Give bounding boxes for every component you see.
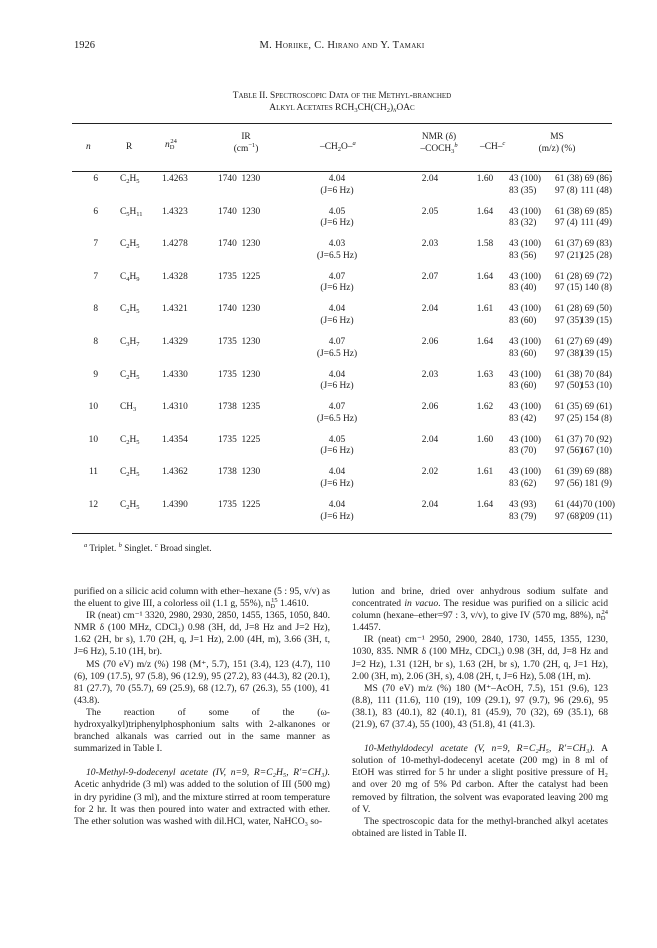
cell-ms: 61 (44) [555, 500, 583, 510]
cell-ms: 97 (35) [555, 315, 583, 326]
cell-nd: 1.4390 [162, 500, 188, 510]
cell-nd: 1.4263 [162, 174, 188, 184]
paragraph-ms: MS (70 eV) m/z (%) 198 (M⁺, 5.7), 151 (3.4), 123 (4.7), 110 (6), 109 (17.5), 97 (5.8), 96 (12.9), 95 (27.2), 83 (44.3), 82 (20.1), 81 (27.7), 70 (55.7), 69 (25.9), 68 (12.7), 67 (26.3), 55 (100), 41 (43.8). [74, 658, 330, 706]
cell-ms: 69 (86) [584, 174, 612, 184]
cell-ms: 43 (100) [509, 206, 542, 217]
col-n: n [86, 142, 91, 152]
col-ms: MS (m/z) (%) [538, 132, 576, 154]
cell-coch3: 2.05 [421, 206, 439, 217]
table-caption-line2: Alkyl Acetates $RCH_3CH(CH_2)_nOAc$ [269, 103, 415, 114]
cell-ms: 61 (28) [555, 271, 583, 282]
cell-ch2o: 4.03 [328, 239, 346, 250]
col-nmr: NMR (δ) $-COCH_3^b$ [420, 132, 458, 155]
cell-ms: 61 (39) [555, 467, 583, 478]
cell-ms: 97 (56) [555, 478, 583, 489]
cell-ms: 61 (28) [555, 304, 583, 315]
cell-ms: 43 (100) [509, 239, 542, 250]
cell-j: (J=6 Hz) [320, 478, 354, 489]
right-text-column [352, 586, 608, 840]
cell-ch: 1.61 [476, 304, 494, 315]
cell-ms: 97 (68) [555, 511, 583, 522]
cell-nd: 1.4328 [162, 271, 188, 282]
cell-ms: 125 (28) [579, 250, 612, 261]
cell-r: $CH_3$ [120, 402, 137, 414]
cell-ch: 1.64 [476, 271, 494, 282]
paragraph-compound-v: 10-Methyldodecyl acetate (V, n=9, R=C₂H₅, R′=CH₃). A solution of 10-methyl-dodecenyl acetate (200 mg) in 8 ml of EtOH was stirred for 5 hr under a slight positive pressure of H₂ and over 20 mg of 5% Pd carbon. After the catalyst had been removed by filtration, the solvent was evaporated leaving 200 mg of V. [352, 743, 608, 815]
col-ch2o: $-CH_2O-^a$ [320, 140, 356, 153]
cell-ms: 97 (15) [555, 283, 583, 294]
table-row [72, 207, 612, 231]
cell-coch3: 2.06 [421, 402, 439, 413]
cell-n: 10 [88, 434, 98, 445]
cell-ms: 43 (100) [509, 434, 542, 445]
cell-ms: 70 (92) [584, 434, 612, 445]
cell-coch3: 2.02 [421, 467, 439, 478]
cell-ms: 69 (72) [584, 271, 612, 282]
cell-nd: 1.4362 [162, 467, 188, 478]
cell-ch2o: 4.05 [328, 206, 346, 217]
cell-ms: 139 (15) [579, 315, 612, 326]
table-top-rule [72, 123, 612, 124]
cell-ms: 70 (84) [584, 369, 612, 380]
cell-n: 8 [93, 304, 98, 315]
cell-coch3: 2.04 [421, 500, 439, 510]
cell-ms: 83 (60) [509, 315, 537, 326]
cell-coch3: 2.03 [421, 369, 439, 380]
cell-ms: 43 (100) [509, 402, 542, 413]
paragraph-summary: The spectroscopic data for the methyl-branched alkyl acetates obtained are listed in Table II. [352, 815, 608, 839]
cell-ms: 83 (35) [509, 185, 537, 196]
cell-ms: 69 (50) [584, 304, 612, 315]
cell-j: (J=6 Hz) [320, 381, 354, 392]
cell-j: (J=6 Hz) [320, 446, 354, 457]
cell-ms: 181 (9) [584, 478, 612, 489]
cell-ms: 83 (62) [509, 478, 537, 489]
cell-ms: 43 (100) [509, 271, 542, 282]
cell-ms: 61 (38) [555, 174, 583, 184]
cell-ms: 69 (49) [584, 337, 612, 347]
cell-ms: 43 (100) [509, 369, 542, 380]
paragraph-reaction: The reaction of some of the (ω-hydroxyalkyl)triphenylphosphonium salts with 2-alkanones or branched alkanals was carried out in the same manner as summarized in Table I. [74, 706, 330, 755]
cell-ch2o: 4.04 [328, 467, 346, 478]
cell-ms: 97 (56) [555, 446, 583, 457]
cell-ms: 139 (15) [579, 348, 612, 359]
table-bottom-rule [72, 533, 612, 534]
running-header [74, 40, 610, 56]
cell-ms: 61 (27) [555, 337, 583, 347]
cell-ms: 61 (38) [555, 206, 583, 217]
paragraph: lution and brine, dried over anhydrous sodium sulfate and concentrated in vacuo. The residue was purified on a silicic acid column (hexane–ether=97 : 3, v/v), to give IV (570 mg, 88%), $n_D^{24}$ 1.4457. [352, 586, 608, 634]
cell-j: (J=6 Hz) [320, 511, 354, 522]
table-caption [74, 90, 610, 114]
table-row [72, 435, 612, 459]
cell-r: $C_4H_9$ [120, 271, 140, 283]
cell-ms: 61 (35) [555, 402, 583, 413]
cell-ms: 43 (100) [509, 337, 542, 347]
table-row [72, 500, 616, 524]
cell-j: (J=6.5 Hz) [316, 413, 358, 424]
cell-ms: 140 (8) [584, 283, 612, 294]
cell-j: (J=6 Hz) [320, 218, 354, 229]
cell-coch3: 2.03 [421, 239, 439, 250]
cell-ms: 83 (60) [509, 381, 537, 392]
cell-n: 7 [93, 239, 98, 250]
table-body [72, 174, 616, 534]
cell-j: (J=6 Hz) [320, 315, 354, 326]
cell-nd: 1.4354 [162, 434, 188, 445]
cell-ch2o: 4.04 [328, 174, 346, 184]
cell-coch3: 2.04 [421, 174, 439, 184]
cell-j: (J=6 Hz) [320, 283, 354, 294]
cell-ms: 43 (100) [509, 174, 542, 184]
cell-ms: 70 (100) [583, 500, 616, 510]
cell-ch2o: 4.05 [328, 434, 346, 445]
cell-ch: 1.63 [476, 369, 494, 380]
cell-coch3: 2.04 [421, 304, 439, 315]
paragraph-ir-nmr: IR (neat) cm⁻¹ 2950, 2900, 2840, 1730, 1455, 1355, 1230, 1030, 835. NMR δ (100 MHz, CDCl₃) 0.98 (3H, dd, J=8 Hz and J=2 Hz), 1.31 (12H, br s), 1.63 (2H, br s), 1.70 (2H, q, J=1 Hz), 2.00 (3H, m), 2.06 (3H, s), 4.08 (2H, t, J=6 Hz), 5.08 (1H, m). [352, 634, 608, 682]
col-r: R [126, 142, 133, 152]
cell-r: $C_5H_{11}$ [120, 206, 143, 218]
cell-ms: 97 (38) [555, 348, 583, 359]
cell-ch: 1.64 [476, 206, 494, 217]
cell-ms: 83 (42) [509, 413, 537, 424]
cell-ch: 1.60 [476, 434, 494, 445]
table-row [72, 370, 612, 394]
cell-ir: 1735 1230 [218, 369, 261, 380]
cell-ir: 1740 1230 [218, 206, 261, 217]
cell-ms: 97 (25) [555, 413, 583, 424]
cell-j: (J=6.5 Hz) [316, 250, 358, 261]
cell-r: $C_2H_5$ [120, 467, 140, 479]
cell-ms: 61 (38) [555, 369, 583, 380]
table-header-rule [72, 171, 612, 172]
cell-coch3: 2.06 [421, 337, 439, 347]
cell-nd: 1.4278 [162, 239, 188, 250]
cell-r: $C_3H_7$ [120, 337, 140, 348]
cell-ir: 1738 1230 [218, 467, 261, 478]
cell-ms: 111 (48) [580, 185, 612, 196]
cell-ch2o: 4.07 [328, 337, 346, 347]
table-row [72, 272, 612, 296]
cell-ir: 1735 1225 [218, 271, 261, 282]
cell-ms: 83 (32) [509, 218, 537, 229]
page-number: 1926 [74, 40, 95, 51]
paragraph: purified on a silicic acid column with ether–hexane (5 : 95, v/v) as the eluent to give III, a colorless oil (1.1 g, 55%), $n_D^{15}$ 1.4610. [74, 586, 330, 611]
cell-ch2o: 4.07 [328, 402, 346, 413]
cell-ch: 1.62 [476, 402, 494, 413]
cell-n: 7 [93, 271, 98, 282]
cell-ms: 97 (50) [555, 381, 583, 392]
col-ch: –CH–$^c$ [480, 140, 506, 152]
cell-ms: 43 (93) [509, 500, 537, 510]
cell-ms: 69 (83) [584, 239, 612, 250]
cell-n: 8 [93, 337, 98, 347]
cell-ir: 1740 1230 [218, 239, 261, 250]
table-header [72, 130, 612, 166]
table-row [72, 467, 612, 491]
cell-j: (J=6.5 Hz) [316, 348, 358, 359]
table-row [72, 402, 612, 426]
left-text-column [74, 586, 330, 828]
cell-ch2o: 4.04 [328, 369, 346, 380]
cell-ms: 83 (60) [509, 348, 537, 359]
cell-ms: 83 (70) [509, 446, 537, 457]
cell-ms: 153 (10) [579, 381, 612, 392]
col-ir: IR $(cm^{-1})$ [233, 132, 259, 154]
table-footnotes: $^a$ Triplet. $^b$ Singlet. $^c$ Broad singlet. [84, 542, 212, 553]
cell-ch2o: 4.04 [328, 304, 346, 315]
cell-ms: 69 (61) [584, 402, 612, 413]
cell-ir: 1735 1225 [218, 500, 261, 510]
cell-ms: 97 (4) [555, 218, 578, 229]
cell-coch3: 2.07 [421, 271, 439, 282]
cell-ir: 1735 1225 [218, 434, 261, 445]
cell-ms: 167 (10) [579, 446, 612, 457]
cell-r: $C_2H_5$ [120, 369, 140, 381]
cell-ms: 97 (21) [555, 250, 583, 261]
cell-n: 6 [93, 174, 98, 184]
table-caption-line1: Table II. Spectroscopic Data of the Methyl-branched [232, 91, 452, 101]
cell-ms: 111 (49) [580, 218, 612, 229]
table-row [72, 304, 612, 328]
cell-ms: 83 (79) [509, 511, 537, 522]
cell-nd: 1.4310 [162, 402, 188, 413]
cell-j: (J=6 Hz) [320, 185, 354, 196]
cell-r: $C_2H_5$ [120, 304, 140, 316]
cell-ir: 1740 1230 [218, 304, 261, 315]
paragraph-ir-nmr: IR (neat) cm⁻¹ 3320, 2980, 2930, 2850, 1455, 1365, 1050, 840. NMR δ (100 MHz, CDCl₃) 0.98 (3H, dd, J=8 Hz and J=2 Hz), 1.62 (2H, br s), 1.70 (2H, q, J=1 Hz), 2.00 (4H, m), 3.66 (3H, t, J=6 Hz), 5.10 (1H, br). [74, 610, 330, 658]
cell-ch: 1.61 [476, 467, 494, 478]
cell-ch: 1.64 [476, 500, 494, 510]
cell-n: 10 [88, 402, 98, 413]
table-row [72, 174, 612, 198]
cell-ms: 209 (11) [580, 511, 612, 522]
cell-ch: 1.60 [476, 174, 494, 184]
cell-nd: 1.4321 [162, 304, 188, 315]
cell-ch: 1.58 [476, 239, 494, 250]
cell-n: 11 [88, 467, 98, 478]
cell-coch3: 2.04 [421, 434, 439, 445]
cell-nd: 1.4329 [162, 337, 188, 347]
author-line: M. Horiike, C. Hirano and Y. Tamaki [259, 40, 425, 51]
cell-ms: 83 (56) [509, 250, 537, 261]
cell-nd: 1.4323 [162, 206, 188, 217]
cell-nd: 1.4330 [162, 369, 188, 380]
cell-r: $C_2H_5$ [120, 174, 140, 185]
cell-ms: 69 (88) [584, 467, 612, 478]
table-row [72, 337, 612, 361]
cell-n: 6 [93, 206, 98, 217]
paragraph-compound-iv: 10-Methyl-9-dodecenyl acetate (IV, n=9, R=C₂H₅, R′=CH₃). Acetic anhydride (3 ml) was added to the solution of III (500 mg) in dry pyridine (3 ml), and the mixture stirred at room temperature for 2 hr. It was then poured into water and extracted with ether. The ether solution was washed with dil.HCl, water, NaHCO₃ so- [74, 767, 330, 827]
cell-ch2o: 4.07 [328, 271, 346, 282]
cell-ms: 61 (37) [555, 239, 583, 250]
cell-ir: 1735 1230 [218, 337, 261, 347]
cell-n: 9 [93, 369, 98, 380]
cell-ms: 97 (8) [555, 185, 578, 196]
cell-ms: 61 (37) [555, 434, 583, 445]
cell-ms: 154 (8) [584, 413, 612, 424]
cell-ch2o: 4.04 [328, 500, 346, 510]
cell-r: $C_2H_5$ [120, 239, 140, 251]
cell-ms: 43 (100) [509, 304, 542, 315]
cell-ir: 1740 1230 [218, 174, 261, 184]
cell-ms: 43 (100) [509, 467, 542, 478]
cell-ch: 1.64 [476, 337, 494, 347]
paragraph-ms: MS (70 eV) m/z (%) 180 (M⁺–AcOH, 7.5), 151 (9.6), 123 (8.8), 111 (11.6), 110 (19), 109 (29.1), 97 (9.7), 96 (29.6), 95 (38.1), 83 (40.1), 82 (40.1), 81 (45.9), 70 (32), 69 (35.1), 68 (21.9), 67 (37.4), 55 (100), 43 (51.8), 41 (41.3). [352, 682, 608, 731]
cell-r: $C_2H_5$ [120, 434, 140, 446]
cell-r: $C_2H_5$ [120, 500, 140, 511]
cell-n: 12 [88, 500, 98, 510]
cell-ms: 69 (85) [584, 206, 612, 217]
cell-ir: 1738 1235 [218, 402, 261, 413]
table-row [72, 239, 612, 263]
cell-ms: 83 (40) [509, 283, 537, 294]
col-nd: $n_D^{24}$ [165, 138, 177, 151]
